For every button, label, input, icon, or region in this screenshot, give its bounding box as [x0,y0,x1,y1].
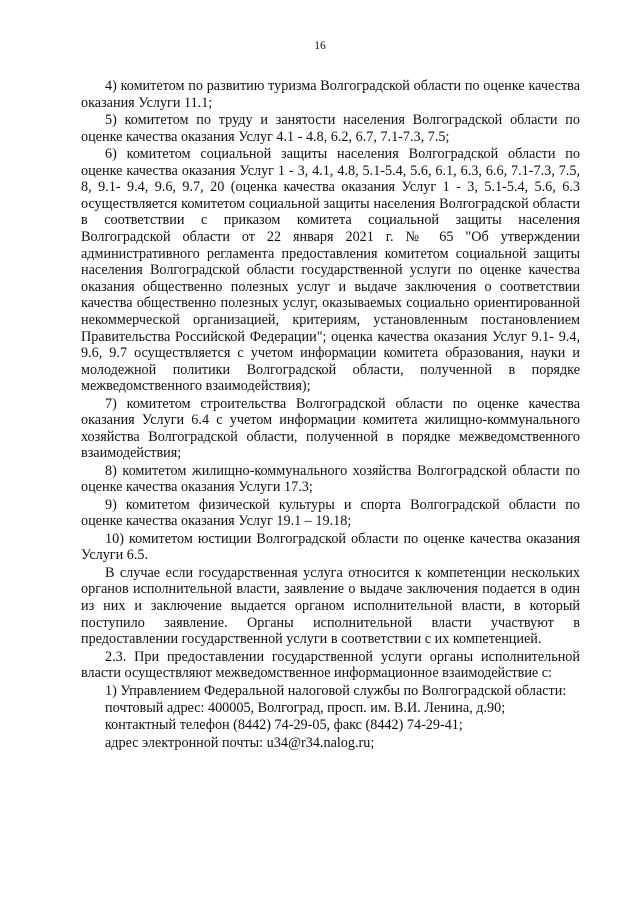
paragraph-phone-fax: контактный телефон (8442) 74-29-05, факс (8442) 74-29-41; [105,717,463,734]
paragraph-social-protection-committee: 6) комитетом социальной защиты населения Волгоградской области по оценке качества оказания Услуг 1 - 3, 4.1, 4.8, 5.1-5.4, 5.6, 6.1, 6.3, 6.6, 7.1-7.3, 7.5, 8, 9.1- 9.4, 9.6, 9.7, 20 (оценка качества оказания Услуг 1 - 3, 5.1-5.4, 5.6, 6.3 осуществляется комитетом социальной защиты населения Волгоградской области в соответствии с приказом комитета социальной защиты населения Волгоградской области от 22 января 2021 г. № 65 "Об утверждении административного регламента предоставления комитетом социальной защиты населения Волгоградской области государственной услуги по оценке качества оказания общественно полезных услуг и выдаче заключения о соответствии качества общественно полезных услуг, оказываемых социально ориентированной некоммерческой организацией, критериям, установленным постановлением Правительства Российской Федерации"; оценка качества оказания Услуг 9.1- 9.4, 9.6, 9.7 осуществляется с учетом информации комитета образования, науки и молодежной политики Волгоградской области, полученной в порядке межведомственного взаимодействия); [81,145,580,395]
document-body [81,78,580,751]
paragraph-tourism-committee: 4) комитетом по развитию туризма Волгоградской области по оценке качества оказания Услуги 11.1; [81,78,580,111]
paragraph-labor-committee: 5) комитетом по труду и занятости населения Волгоградской области по оценке качества оказания Услуг 4.1 - 4.8, 6.2, 6.7, 7.1-7.3, 7.5; [81,111,580,145]
paragraph-multiple-competence: В случае если государственная услуга относится к компетенции нескольких органов исполнительной власти, заявление о выдаче заключения подается в один из них и заключение выдается органом исполнительной власти, в который поступило заявление. Органы исполнительной власти участвуют в предоставлении государственной услуги в соответствии с их компетенцией. [81,564,580,648]
paragraph-sport-committee: 9) комитетом физической культуры и спорта Волгоградской области по оценке качества оказания Услуг 19.1 – 19.18; [81,496,580,530]
page-number: 16 [314,40,326,52]
paragraph-justice-committee: 10) комитетом юстиции Волгоградской области по оценке качества оказания Услуги 6.5. [81,530,580,564]
paragraph-housing-committee: 8) комитетом жилищно-коммунального хозяйства Волгоградской области по оценке качества оказания Услуги 17.3; [81,462,580,496]
paragraph-section-2-3: 2.3. При предоставлении государственной услуги органы исполнительной власти осуществляют межведомственное информационное взаимодействие с: [81,648,580,682]
paragraph-postal-address: почтовый адрес: 400005, Волгоград, просп. им. В.И. Ленина, д.90; [105,699,506,716]
paragraph-email: адрес электронной почты: u34@r34.nalog.ru; [105,734,375,751]
paragraph-tax-service: 1) Управлением Федеральной налоговой службы по Волгоградской области: [105,682,567,699]
paragraph-construction-committee: 7) комитетом строительства Волгоградской области по оценке качества оказания Услуги 6.4 с учетом информации комитета жилищно-коммунального хозяйства Волгоградской области, полученной в порядке межведомственного взаимодействия; [81,395,580,462]
